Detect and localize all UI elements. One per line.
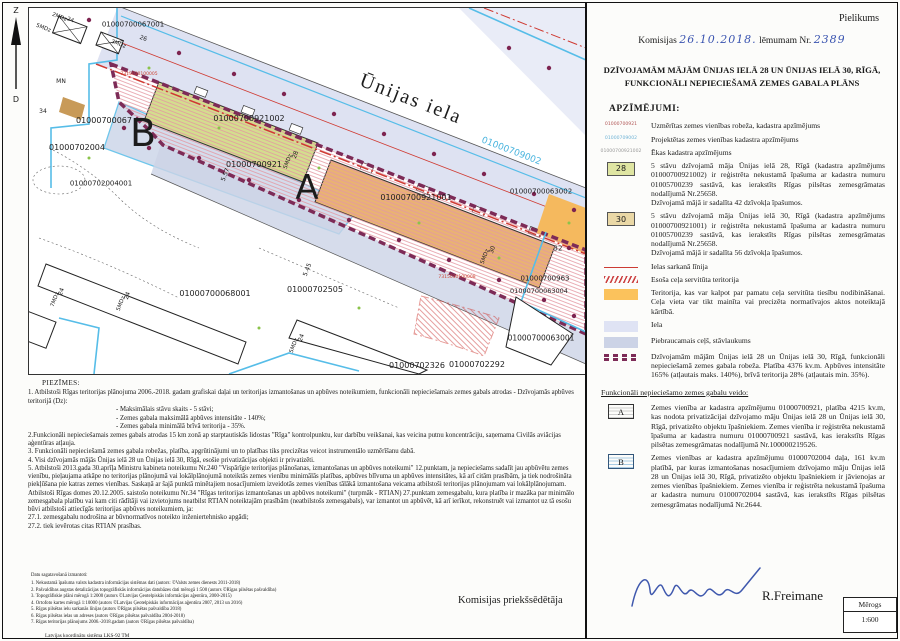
legend-row-servitude-existing: Esoša ceļa servitūta teritorija [599,275,885,284]
legend-row-red-line: Ielas sarkanā līnija [599,262,885,271]
north-label-z: Z [13,6,19,15]
map-label: 01000700068001 [179,289,251,298]
legend-row-drive: Piebraucamais ceļš, stāvlaukums [599,336,885,348]
notes-block [28,379,584,531]
map-label: 01000702004 [49,143,105,152]
map-label: 24 [65,16,75,25]
map-label: 01000700921 [226,160,282,169]
functional-parcels-heading: Funkcionāli nepieciešamo zemes gabalu veido: [601,387,749,397]
coordinate-system-note: Latvijas koordinātu sistēma LKS-92 TM [45,632,130,639]
data-source-item: 1. Nekustamā īpašuma valsts kadastra informācijas sistēmas dati (autors: ©Valsts zemes dienests 2011-2018) [31,581,241,587]
legend-row-servitude-possible: Teritorija, kas var kalpot par pamatu ceļa servitūta tiesību nodibināšanai. Ceļa vieta var tikt mainīta vai precizēta normatīvajos aktos noteiktajā kārtībā. [599,288,885,316]
house-30-badge: 30 [607,212,635,226]
note-line: 2.Funkcionāli nepieciešamais zemes gabals atrodas 15 km zonā ap starptautiskās lidostas "Rīga" kontrolpunktu, kur darbību veikšanai, kas veicina putnu koncentrāciju, saņemama Civilās aviācijas aģentūras atļauja. [28,431,561,447]
map-label: 7315030100005 [120,71,158,77]
map-label: 01000700921002 [213,114,285,123]
map-label: 5MDz [479,248,491,265]
surveyed-boundary-symbol: 01000700921 [604,122,638,128]
data-source-item: 2. Pašvaldības augstas detalizācijas topogrāfiskās informācijas datubāzes dati mērogā 1:500 (autors ©Rīgas pilsētas pašvaldība) [31,587,277,593]
parcel-b-row: B Zemes vienības ar kadastra apzīmējumu 01000702004 daļa, 161 kv.m platībā, par kuras izmantošanas nosacījumiem dzīvojamo māju Ūnijas ielā 28 un Ūnijas ielā 30, Rīgā, privatizēto objektu īpašniekiem ir jāvienojas ar zemes vienības īpašniekiem. Zemes vienība ir reģistrēta nekustamā īpašuma ar kadastra numuru 01000702004 sastāvā, kas ierakstīts Rīgas pilsētas zemesgrāmatas nodalījumā Nr.2644. [599,453,885,509]
scale-box [843,597,897,633]
legend-row-surveyed: 01000700921 Uzmērītas zemes vienības robeža, kadastra apzīmējums [599,121,885,130]
title-line-2: FUNKCIONĀLI NEPIECIEŠAMĀ ZEMES GABALA PLĀNS [624,77,860,88]
notes-heading: PIEZĪMES: [42,379,80,387]
map-label: B [129,111,157,155]
map-label: MN [56,78,66,85]
map-label: 24 [296,332,307,343]
map-label: 26 [138,33,149,44]
note-line: - Zemes gabala minimālā brīvā teritorija - 35%. [116,423,246,431]
north-arrow-icon [5,15,27,93]
legend-row-functional-boundary: Dzīvojamām mājām Ūnijas ielā 28 un Ūnijas ielā 30, Rīgā, funkcionāli nepieciešamā zemes gabala robeža. Platība 4376 kv.m. Apbūves intensitāte 165% (atļautais maks. 140%), brīvā teritorija 28% (atļautais min. 35%). [599,352,885,380]
commission-decision-line [599,33,885,48]
map-label: 01000702326 [389,361,445,370]
note-line: - Zemes gabala maksimālā apbūves intensitāte - 140%; [116,414,266,422]
map-label: 24 [56,286,67,297]
legend-heading: APZĪMĒJUMI: [609,103,680,114]
map-label: 30 [487,244,498,255]
map-label: 01000700067001 [101,20,165,29]
map-label: 2MDz [51,11,68,23]
data-sources-heading: Datu sagatavošanā izmantoti: [31,573,88,578]
map-label: Ūnijas iela [356,69,466,129]
data-source-item: 3. Topogrāfiskie plāni mērogā 1:2000 (autors ©Latvijas Ģeotelpiskās informācijas aģentūra, 2000-2015) [31,594,232,600]
data-source-items [31,581,351,626]
legend-row-building-code: 01000700921002 Ēkas kadastra apzīmējums [600,147,732,157]
map-label: 5.45 [301,262,314,278]
data-source-item: 4. Ortofoto kartes mērogā 1:10000 (autors ©Latvijas Ģeotelpiskās informācijas aģentūra 2007, 2013 un 2016) [31,600,243,606]
map-label: 7MDz [49,291,61,308]
building-code-symbol: 01000700921002 [600,148,642,154]
map-label: 5MDz [288,337,300,354]
map-frame [28,7,587,375]
data-sources-block [31,573,351,640]
red-line-swatch [604,267,638,268]
map-label: 01000709002 [479,135,543,168]
scale-label: Mērogs [844,598,896,612]
map-label: 3MDz [110,38,127,50]
map-label: 7315030100008 [438,274,476,280]
handwritten-date: 26.10.2018. [679,33,757,47]
note-line: 4. Visi dzīvojamās mājās Ūnijas ielā 28 un Ūnijas ielā 30, Rīgā, esošie privatizācijas objekti ir privatizēti. [28,456,315,464]
map-label: 01000702004001 [69,179,133,188]
signature-scribble [628,566,763,618]
lemumam-label: lēmumam Nr. [759,36,812,47]
data-source-item: 7. Rīgas teritorijas plānojums 2006.-2018.gadam (autors ©Rīgas pilsētas pašvaldība) [31,620,194,626]
map-label: 5MDz [35,22,52,34]
street-swatch [604,321,638,332]
note-line: 27.2. tiek ievērotas citas RTIAN prasības. [28,522,142,530]
note-line: 27.1. zemesgabalu nodrošina ar būvnormatīvos noteikto inženiertehnisko apgādi; [28,514,249,522]
note-line: - Maksimālais stāvu skaits - 5 stāvi; [116,406,214,414]
map-label: 24 [122,290,133,301]
legend-row-projected: 01000709002 Projektētas zemes vienības kadastra apzīmējums [599,135,885,144]
house-28-badge: 28 [607,162,635,176]
handwritten-number: 2389 [813,33,846,47]
north-label-d: D [12,95,20,104]
map-label: 5MDz [282,153,294,170]
map-label: 28 [290,149,301,160]
data-source-item: 6. Rīgas pilsētas ielas un adreses (autors ©Rīgas pilsētas pašvaldība 2004-2018) [31,613,185,619]
signatory-role: Komisijas priekšsēdētāja [458,595,563,606]
parcel-a-row: A Zemes vienība ar kadastra apzīmējumu 01000700921, platība 4215 kv.m, kas nodota privatizācijai dzīvojamo māju Ūnijas ielā 28 un Ūnijas ielā 30, Rīgā, privatizēto objektu īpašniekiem. Zemes vienība ir reģistrēta nekustamā īpašuma ar kadastra numuru 01000700921 sastāvā, kas ierakstīts Rīgas pilsētas zemesgrāmatas nodalījumā Nr.100000219526. [599,403,885,449]
map-label: 32 [553,244,563,253]
legend-row-street: Iela [599,320,885,332]
legend-row-house-30: 30 5 stāvu dzīvojamā māja Ūnijas ielā 30, Rīgā (kadastra apzīmējums 01000700921001) ir reģistrēta nekustamā īpašuma ar kadastra numuru 01005700239 sastāvā, kas ierakstīts Rīgas pilsētas zemesgrāmatas nodalījumā Nr.25658. Dzīvojamā mājā ir sadalīta 56 dzīvokļa īpašumos. [599,211,885,257]
note-line: 3. Funkcionāli nepieciešamā zemes gabala robežas, platība, apgrūtinājumi un to platības tiks precizētas veicot instrumentālo uzmērīšanu dabā. [28,448,415,456]
red-hatch-swatch [604,276,638,283]
orange-swatch [604,289,638,300]
map-label: 01000700063002 [509,187,573,196]
signatory-name: R.Freimane [762,588,824,603]
map-label: 01000702292 [449,360,505,369]
scale-value: 1:600 [861,615,879,624]
note-line: 1. Atbilstoši Rīgas teritorijas plānojuma 2006.-2018. gadam grafiskai daļai un teritorijas izmantošanas un apbūves noteikumiem, funkcionāli nepieciešamais zemes gabals atrodas - Dzīvojamās apbūves teritorijā (Dz): [28,389,574,405]
info-panel [587,3,897,638]
projected-boundary-symbol: 01000709002 [604,135,638,141]
map-label: 5MDz [115,295,127,312]
north-arrow [5,6,27,106]
map-label: 01000702505 [287,285,343,294]
title-line-1: DZĪVOJAMĀM MĀJĀM ŪNIJAS IELĀ 28 UN ŪNIJAS IELĀ 30, RĪGĀ, [603,64,881,75]
komisijas-prefix: Komisijas [638,36,677,47]
map-label: 01000700921001 [380,193,452,202]
map-label: 01000700963 [520,274,570,283]
map-labels-layer [29,8,586,374]
data-source-item: 5. Rīgas pilsētas ielu sarkanās līnijas (autors ©Rīgas pilsētas pašvaldība 2018) [31,607,182,613]
drive-swatch [604,337,638,348]
note-line: Atbilstoši Rīgas domes 20.12.2005. saistošo noteikumu Nr.34 "Rīgas teritorijas izmantošanas un apbūves noteikumi" (turpmāk - RTIAN) 27.punktam zemesgabalu, kura platība ir mazāka par minimālo zemesgabala platību vai kam citi rādītāji vai izvietojums neatbilst RTIAN noteiktajām prasībām (neatbilstošs zemesgabals), var izmantot un apbūvēt, kā arī ierīkot, rekonstruēt vai izmantot uz tā esošu būvi atbilstoši attiecīgās teritorijas apbūves noteikumiem, ja: [28,489,575,513]
document-title [599,64,885,90]
purple-dash-swatch [604,353,638,362]
legend-row-house-28: 28 5 stāvu dzīvojamā māja Ūnijas ielā 28, Rīgā (kadastra apzīmējums 01000700921002) ir reģistrēta nekustamā īpašuma ar kadastra numuru 01005700239 sastāvā, kas ierakstīts Rīgas pilsētas zemesgrāmatas nodalījumā Nr.25658. Dzīvojamā mājā ir sadalīta 42 dzīvokļa īpašumos. [599,161,885,207]
map-label: 34 [39,108,47,115]
map-label: 01000700067 [76,116,132,125]
parcel-b-badge: B [608,454,634,469]
notes-lines [28,389,584,530]
map-label: 01000700063001 [507,333,575,343]
map-label: 01000700063004 [510,286,568,295]
parcel-a-badge: A [608,404,634,419]
note-line: 5. Atbilstoši 2013.gada 30.aprīļa Ministru kabineta noteikumu Nr.240 "Vispārīgie teritorijas plānošanas, izmantošanas un apbūves noteikumi" 12.punktam, ja nepieciešams sadalīt jau apbūvētu zemes vienību, pieļaujama atkāpe no teritorijas plānojumā vai lokālplānojumā noteiktās zemes vienību minimālās platības, apbūves blīvuma un apbūves intensitātes, kā arī citām prasībām, ja tiek nodrošināta piekļūšana pie katras zemes vienības. Saskaņā ar šajā punktā minētajiem nosacījumiem izveidotās zemes vienības tālākā izmantošana veicama atbilstoši teritorijas plānojumam vai lokālplānojumam. [28,465,572,489]
map-label: A [295,168,319,208]
annex-label: Pielikums [838,13,879,24]
map-label: 5.57 [219,167,232,183]
